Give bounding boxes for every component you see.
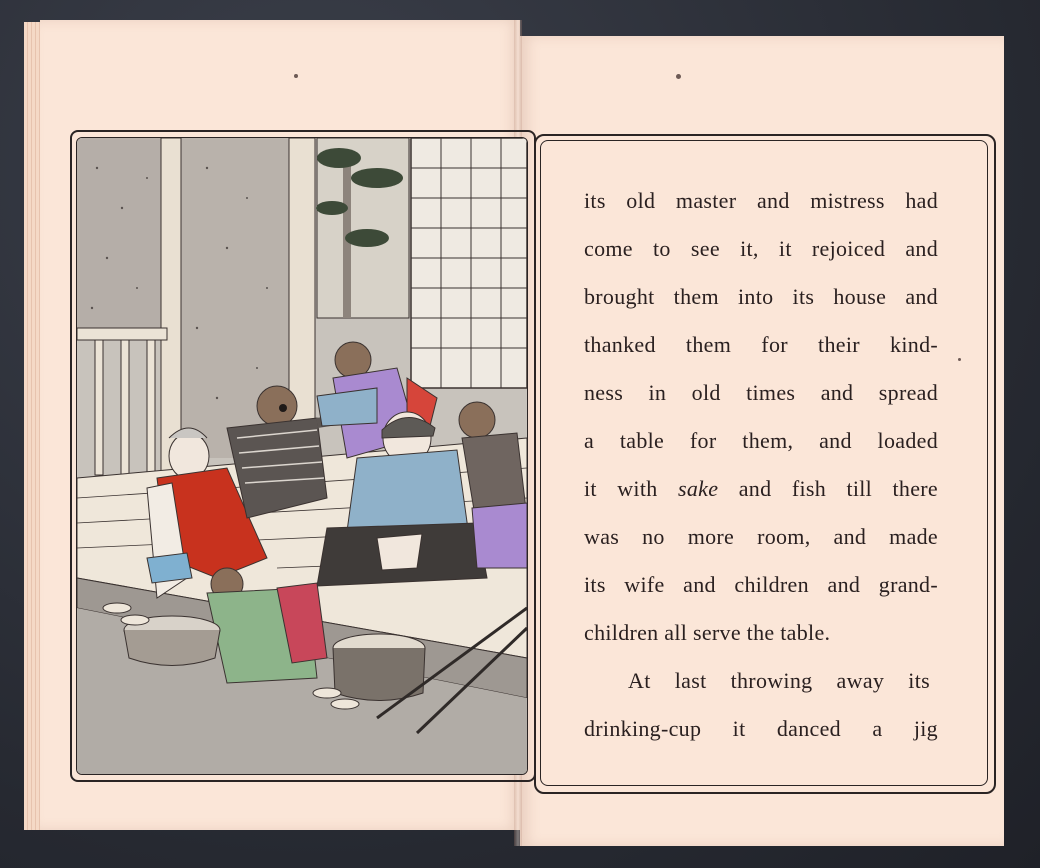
- story-line: drinking-cup it danced a jig: [584, 716, 938, 741]
- shoji-screen: [411, 138, 527, 388]
- story-text-run: and fish till there: [738, 476, 938, 501]
- wall-panel-left: [77, 138, 167, 338]
- illustration: [76, 137, 528, 775]
- story-line: was no more room, and made: [584, 524, 938, 549]
- story-line: children all serve the table.: [584, 620, 831, 645]
- story-line: its old master and mistress had: [584, 188, 938, 213]
- story-line: brought them into its house and: [584, 284, 938, 309]
- story-line: thanked them for their kind-: [584, 332, 938, 357]
- story-text-run: it with: [584, 476, 658, 501]
- wooden-post: [161, 138, 181, 478]
- story-line: ness in old times and spread: [584, 380, 938, 405]
- story-line: At last throwing away its: [628, 668, 930, 693]
- story-line: a table for them, and loaded: [584, 428, 938, 453]
- story-line: its wife and children and grand-: [584, 572, 938, 597]
- woodblock-print: [77, 138, 527, 774]
- story-line-mixed: [584, 476, 938, 502]
- wooden-post: [289, 138, 315, 438]
- tree-stump: [333, 634, 425, 701]
- story-italic-word: sake: [678, 476, 719, 501]
- paper-speck: [294, 74, 298, 78]
- paper-speck: [676, 74, 681, 79]
- story-line: come to see it, it rejoiced and: [584, 236, 938, 261]
